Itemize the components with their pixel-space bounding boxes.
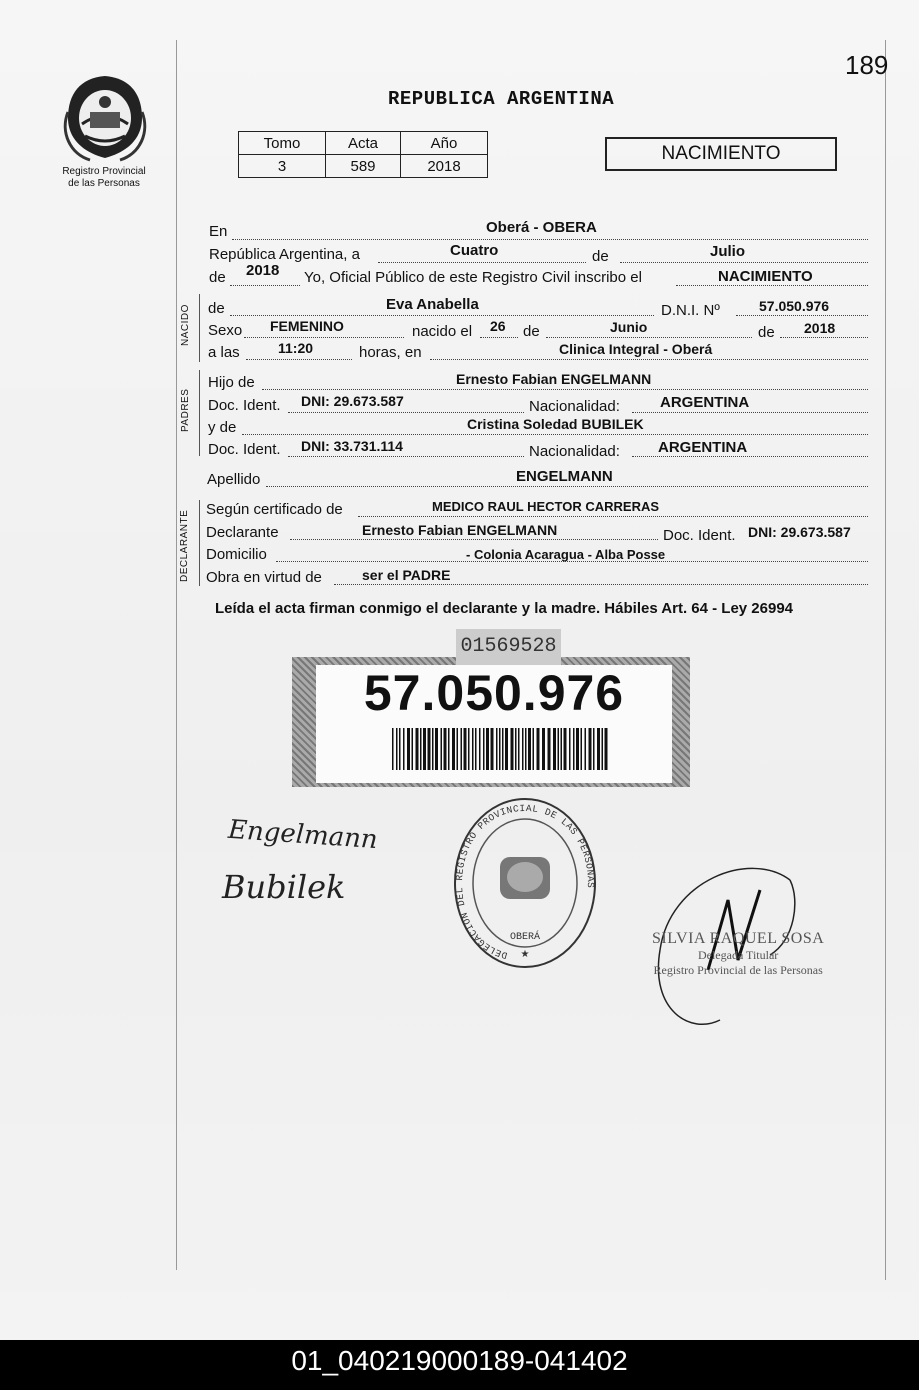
dotted-line [232,239,868,240]
republic-label: República Argentina, a [209,246,360,263]
de-label: de [592,248,609,265]
nacido-de-label: de [208,300,225,317]
stamp-city: OBERÁ [509,932,541,943]
yde-label: y de [208,419,237,436]
barcode-bar [553,728,556,770]
certificado-value: MEDICO RAUL HECTOR CARRERAS [432,499,660,514]
barcode-bar [499,728,501,770]
barcode-bar [548,728,551,770]
serial-label: 01569528 [456,629,561,665]
barcode-bar [525,728,527,770]
section-nacido-label: NACIDO [180,304,191,346]
birth-year-value: 2018 [804,320,836,336]
stamp-star-icon: ★ [520,949,530,960]
barcode-bar [420,728,422,770]
birth-day-value: 26 [490,318,506,334]
barcode-bar [597,728,600,770]
certificado-label: Según certificado de [206,501,343,518]
dotted-line [288,456,524,457]
barcode-bar [435,728,438,770]
dni-label: D.N.I. Nº [661,302,720,319]
document-title: REPUBLICA ARGENTINA [388,88,615,110]
logo-caption: Registro Provincial de las Personas [62,166,146,189]
barcode-bar [407,728,410,770]
barcode-bar [432,728,434,770]
father-doc-value: DNI: 29.673.587 [301,393,404,409]
horas-label: horas, en [359,344,422,361]
barcode-bar [605,728,608,770]
registry-value-acta: 589 [326,155,401,178]
barcode-bar [396,728,398,770]
barcode-bar [533,728,535,770]
page-number: 189 [845,50,889,80]
barcode-bar [403,728,405,770]
dotted-line [230,315,654,316]
child-name-value: Eva Anabella [386,296,479,313]
dotted-line [780,337,868,338]
domicilio-label: Domicilio [206,546,267,563]
barcode-bar [558,728,560,770]
barcode-bar [475,728,477,770]
dotted-line [546,337,752,338]
birth-month-value: Junio [610,319,648,335]
official-name: SILVIA RAQUEL SOSA [652,930,825,947]
barcode-bar [602,728,604,770]
dotted-line [632,412,868,413]
barcode-bar [518,728,520,770]
declarante-value: Ernesto Fabian ENGELMANN [362,522,558,538]
official-office: Registro Provincial de las Personas [653,963,823,977]
birth-time-value: 11:20 [278,340,314,356]
dotted-line [736,315,868,316]
left-margin-line [176,40,177,1270]
doc-ident-label: Doc. Ident. [208,441,281,458]
doc-ident-label: Doc. Ident. [663,527,736,544]
barcode-bar [528,728,531,770]
barcode-bar [522,728,524,770]
sexo-label: Sexo [208,322,243,339]
scan-footer-code: 01_040219000189-041402 [0,1340,919,1390]
barcode-bar [423,728,426,770]
dotted-line [430,359,868,360]
dotted-line [378,262,586,263]
obra-label: Obra en virtud de [206,569,322,586]
closing-statement: Leída el acta firman conmigo el declarante y la madre. Hábiles Art. 64 - Ley 26994 [215,600,794,617]
hijo-de-label: Hijo de [208,374,255,391]
sexo-value: FEMENINO [270,318,344,334]
barcode-bar [511,728,514,770]
right-margin-line [885,40,886,1280]
clause-text: Yo, Oficial Público de este Registro Civil inscribo el [304,269,642,286]
signature-declarante: Engelmann [227,814,379,856]
dotted-line [358,516,868,517]
barcode-bar [573,728,575,770]
barcode-bar [457,728,459,770]
official-oval-stamp [450,795,600,975]
dotted-line [288,412,524,413]
barcode-bar [479,728,481,770]
barcode-bar [448,728,450,770]
year-label: de [209,269,226,286]
child-dni-value: 57.050.976 [759,298,830,314]
dotted-line [246,359,352,360]
barcode-bar [483,728,485,770]
barcode-bar [486,728,489,770]
barcode-bar [399,728,401,770]
registry-header-tomo: Tomo [239,132,326,155]
mother-name-value: Cristina Soledad BUBILEK [467,416,644,432]
barcode-bar [416,728,419,770]
barcode-bar [412,728,414,770]
dotted-line [334,584,868,585]
event-value: NACIMIENTO [718,268,813,285]
section-declarante-label: DECLARANTE [179,509,190,582]
barcode-bar [576,728,579,770]
dotted-line [676,285,868,286]
apellido-value: ENGELMANN [516,468,613,485]
dotted-line [230,285,300,286]
barcode-bar [464,728,467,770]
registry-header-acta: Acta [326,132,401,155]
father-nationality-value: ARGENTINA [660,394,750,411]
en-label: En [209,223,228,240]
section-padres-label: PADRES [180,388,191,432]
barcode-bar [441,728,443,770]
de-label: de [758,324,775,341]
barcode-bar [502,728,504,770]
declarante-doc-value: DNI: 29.673.587 [748,524,851,540]
nacido-el-label: nacido el [412,323,473,340]
nacionalidad-label: Nacionalidad: [529,443,620,460]
id-sticker-number: 57.050.976 [363,665,625,721]
record-type-box: NACIMIENTO [605,137,837,171]
obra-value: ser el PADRE [362,567,451,583]
registry-header-row [239,132,488,155]
place-value: Oberá - OBERA [486,219,597,236]
dotted-line [244,337,404,338]
barcode-bar [496,728,498,770]
dotted-line [266,486,868,487]
barcode-bar [468,728,470,770]
month-value: Julio [710,243,746,260]
barcode-bar [461,728,463,770]
dotted-line [290,539,658,540]
mother-nationality-value: ARGENTINA [658,439,748,456]
de-label: de [523,323,540,340]
barcode-bar [569,728,571,770]
barcode-bar [581,728,583,770]
barcode-bar [542,728,545,770]
dotted-line [242,434,868,435]
barcode-bar [537,728,540,770]
doc-ident-label: Doc. Ident. [208,397,281,414]
dotted-line [262,389,868,390]
official-title: Delegada Titular [697,948,779,962]
official-block [652,930,824,978]
dotted-line [632,456,868,457]
barcode-bar [491,728,494,770]
barcode-bar [452,728,455,770]
stamp-ring-text: DELEGACION DEL REGISTRO PROVINCIAL DE LAS PERSONAS [453,802,597,961]
barcode-bar [472,728,474,770]
barcode-bar [428,728,431,770]
barcode-bar [593,728,595,770]
birth-place-value: Clinica Integral - Oberá [559,341,713,357]
signature-madre: Bubilek [222,868,346,906]
barcode-graphic [392,728,614,770]
domicilio-value: - Colonia Acaragua - Alba Posse [466,547,666,562]
barcode-bar [392,728,394,770]
barcode-bar [515,728,517,770]
apellido-label: Apellido [207,471,261,488]
barcode-bar [505,728,508,770]
nacionalidad-label: Nacionalidad: [529,398,620,415]
registry-value-row [239,155,488,178]
declarante-label: Declarante [206,524,279,541]
father-name-value: Ernesto Fabian ENGELMANN [456,371,652,387]
section-divider [199,370,200,456]
dotted-line [620,262,868,263]
registry-header-ano: Año [401,132,488,155]
barcode-bar [564,728,567,770]
registry-value-ano: 2018 [401,155,488,178]
registry-value-tomo: 3 [239,155,326,178]
mother-doc-value: DNI: 33.731.114 [301,438,403,454]
registry-table [238,131,488,178]
barcode-bar [589,728,592,770]
barcode-bar [585,728,587,770]
alas-label: a las [208,344,240,361]
barcode-bar [444,728,447,770]
section-divider [199,500,200,586]
dotted-line [480,337,518,338]
barcode-bar [561,728,563,770]
section-divider [199,294,200,362]
day-word-value: Cuatro [450,242,499,259]
year-value: 2018 [246,262,280,279]
